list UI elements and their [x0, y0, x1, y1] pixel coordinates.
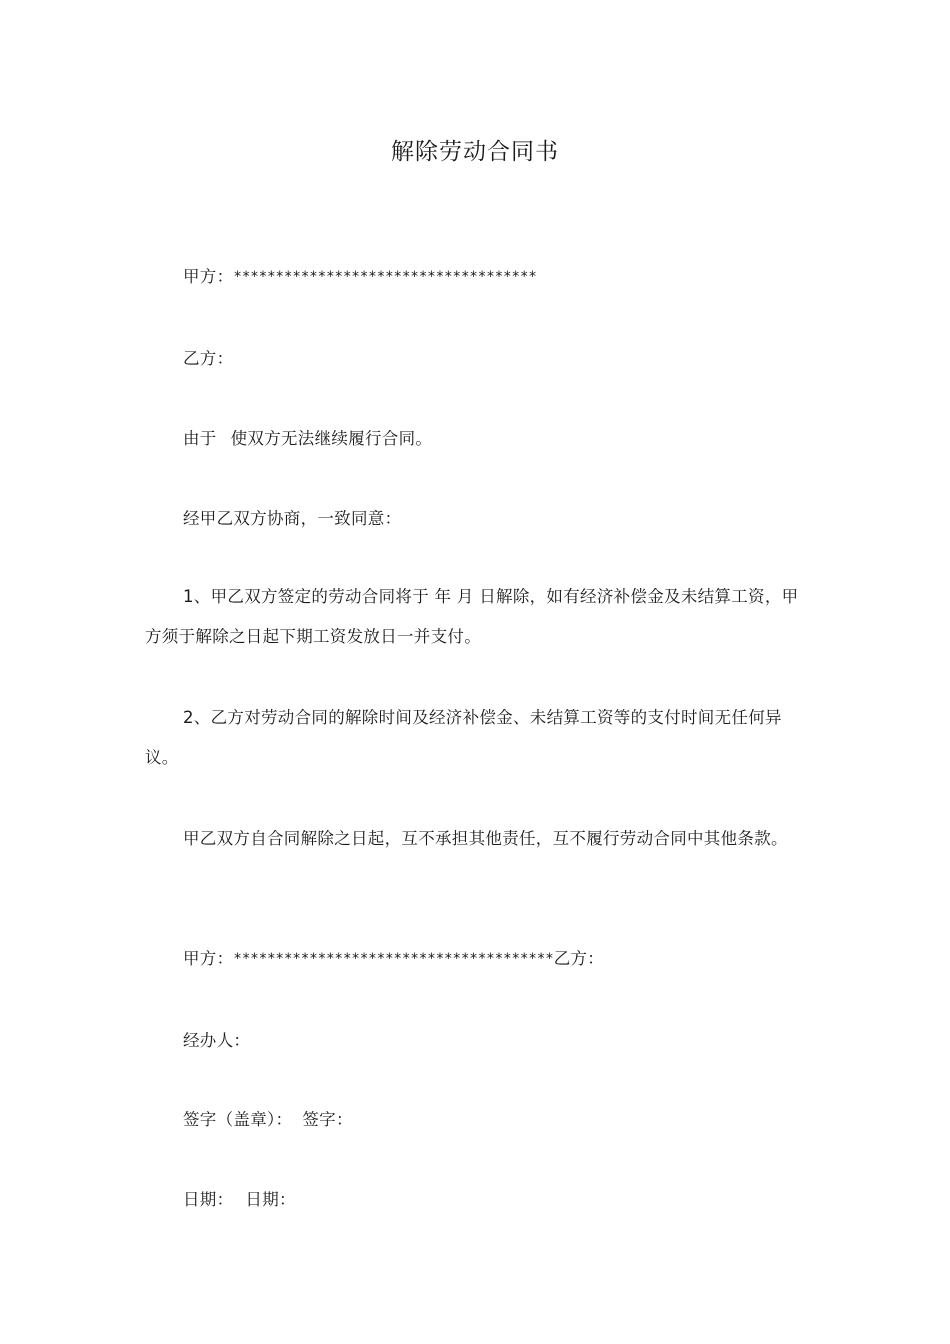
date-label-a: 日期：	[183, 1190, 234, 1209]
date-line	[183, 1189, 296, 1211]
reason-prefix: 由于	[183, 429, 217, 448]
sign-seal-label: 签字（盖章）：	[183, 1110, 293, 1129]
sign-party-b-label: 乙方：	[553, 949, 605, 968]
party-b-label: 乙方：	[183, 349, 234, 368]
date-label-b: 日期：	[245, 1190, 296, 1209]
sign-label: 签字：	[302, 1110, 353, 1129]
document-title: 解除劳动合同书	[391, 139, 559, 165]
clause-2: 2、乙方对劳动合同的解除时间及经济补偿金、未结算工资等的支付时间无任何异议。	[145, 708, 782, 767]
reason-line	[183, 428, 432, 450]
party-a-value: ************************************	[233, 269, 537, 285]
party-a-label: 甲方：	[183, 267, 234, 286]
handler-line: 经办人：	[183, 1031, 251, 1050]
sign-party-a-value: **************************************	[233, 951, 554, 967]
party-b-line	[183, 348, 233, 370]
agreement-intro: 经甲乙双方协商，一致同意：	[183, 509, 402, 528]
clause-1: 1、甲乙双方签定的劳动合同将于 年 月 日解除，如有经济补偿金及未结算工资，甲方须于解除之日起下期工资发放日一并支付。	[145, 587, 799, 646]
reason-suffix: 使双方无法继续履行合同。	[230, 429, 433, 448]
signature-line	[183, 1109, 353, 1131]
signature-parties-line	[183, 948, 604, 970]
sign-party-a-label: 甲方：	[183, 949, 234, 968]
party-a-line	[183, 266, 537, 288]
clause-3: 甲乙双方自合同解除之日起，互不承担其他责任，互不履行劳动合同中其他条款。	[183, 829, 788, 848]
